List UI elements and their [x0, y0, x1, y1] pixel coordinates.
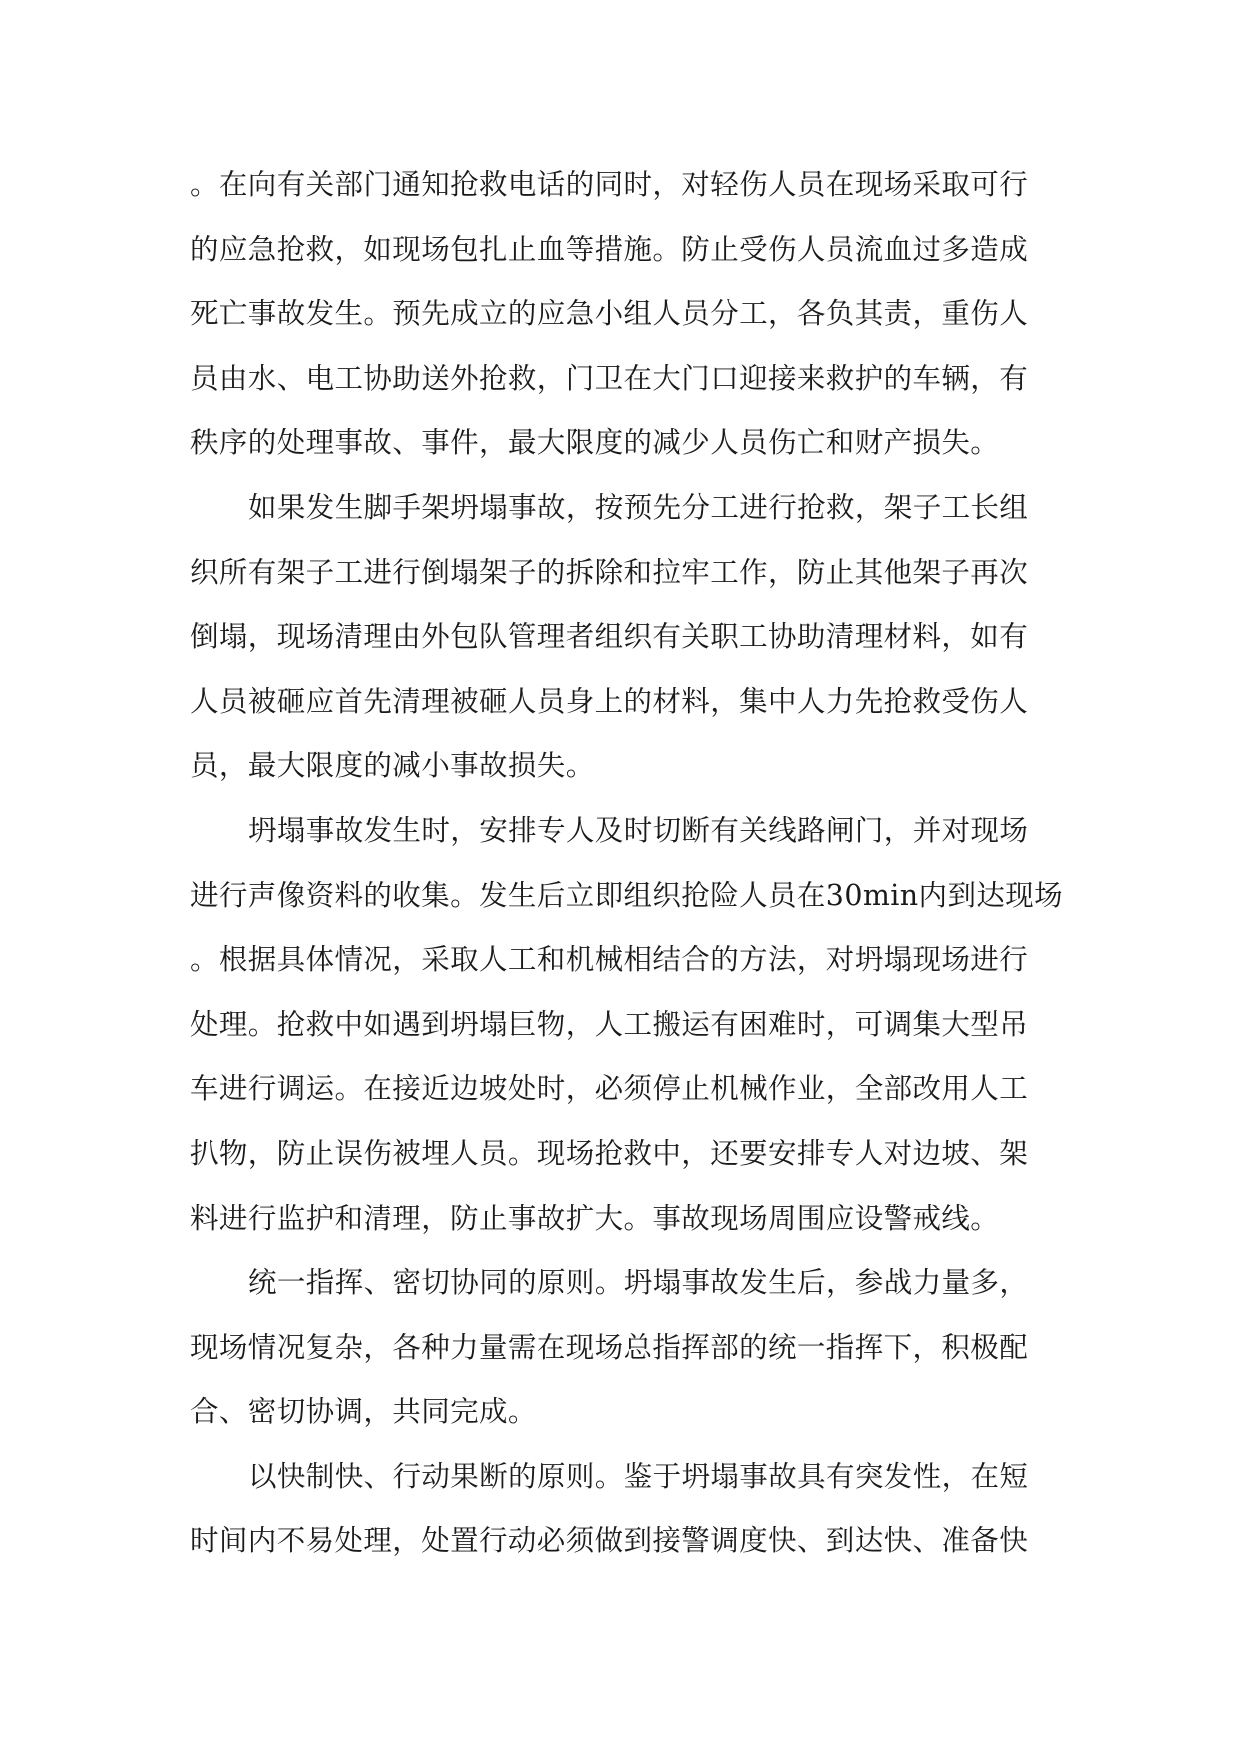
text-line: 进行声像资料的收集。发生后立即组织抢险人员在30min内到达现场: [190, 878, 1064, 912]
paragraph-first-line: 以快制快、行动果断的原则。鉴于坍塌事故具有突发性，在短: [248, 1459, 1029, 1493]
text-line: 死亡事故发生。预先成立的应急小组人员分工，各负其责，重伤人: [190, 297, 1029, 331]
text-line: 现场情况复杂，各种力量需在现场总指挥部的统一指挥下，积极配: [190, 1330, 1029, 1364]
text-line: 。在向有关部门通知抢救电话的同时，对轻伤人员在现场采取可行: [190, 168, 1029, 201]
text-line: 合、密切协调，共同完成。: [190, 1395, 537, 1429]
text-line: 。根据具体情况，采取人工和机械相结合的方法，对坍塌现场进行: [190, 943, 1029, 977]
text-line: 处理。抢救中如遇到坍塌巨物，人工搬运有困难时，可调集大型吊: [190, 1007, 1029, 1041]
text-line: 时间内不易处理，处置行动必须做到接警调度快、到达快、准备快: [190, 1524, 1029, 1558]
text-line: 人员被砸应首先清理被砸人员身上的材料，集中人力先抢救受伤人: [190, 684, 1029, 718]
paragraph-first-line: 坍塌事故发生时，安排专人及时切断有关线路闸门，并对现场: [248, 813, 1029, 847]
text-line: 料进行监护和清理，防止事故扩大。事故现场周围应设警戒线。: [190, 1201, 1000, 1235]
paragraph-first-line: 统一指挥、密切协同的原则。坍塌事故发生后，参战力量多，: [248, 1266, 1029, 1300]
text-line: 倒塌，现场清理由外包队管理者组织有关职工协助清理材料，如有: [190, 620, 1029, 654]
document-body: [190, 153, 1064, 1574]
text-line: 员，最大限度的减小事故损失。: [190, 749, 595, 783]
paragraph-first-line: 如果发生脚手架坍塌事故，按预先分工进行抢救，架子工长组: [248, 490, 1029, 524]
text-line: 的应急抢救，如现场包扎止血等措施。防止受伤人员流血过多造成: [190, 232, 1029, 266]
text-line: 秩序的处理事故、事件，最大限度的减少人员伤亡和财产损失。: [190, 426, 1000, 460]
text-line: 员由水、电工协助送外抢救，门卫在大门口迎接来救护的车辆，有: [190, 361, 1029, 395]
text-line: 车进行调运。在接近边坡处时，必须停止机械作业，全部改用人工: [190, 1072, 1029, 1106]
text-line: 扒物，防止误伤被埋人员。现场抢救中，还要安排专人对边坡、架: [190, 1136, 1029, 1170]
text-line: 织所有架子工进行倒塌架子的拆除和拉牢工作，防止其他架子再次: [190, 555, 1029, 589]
